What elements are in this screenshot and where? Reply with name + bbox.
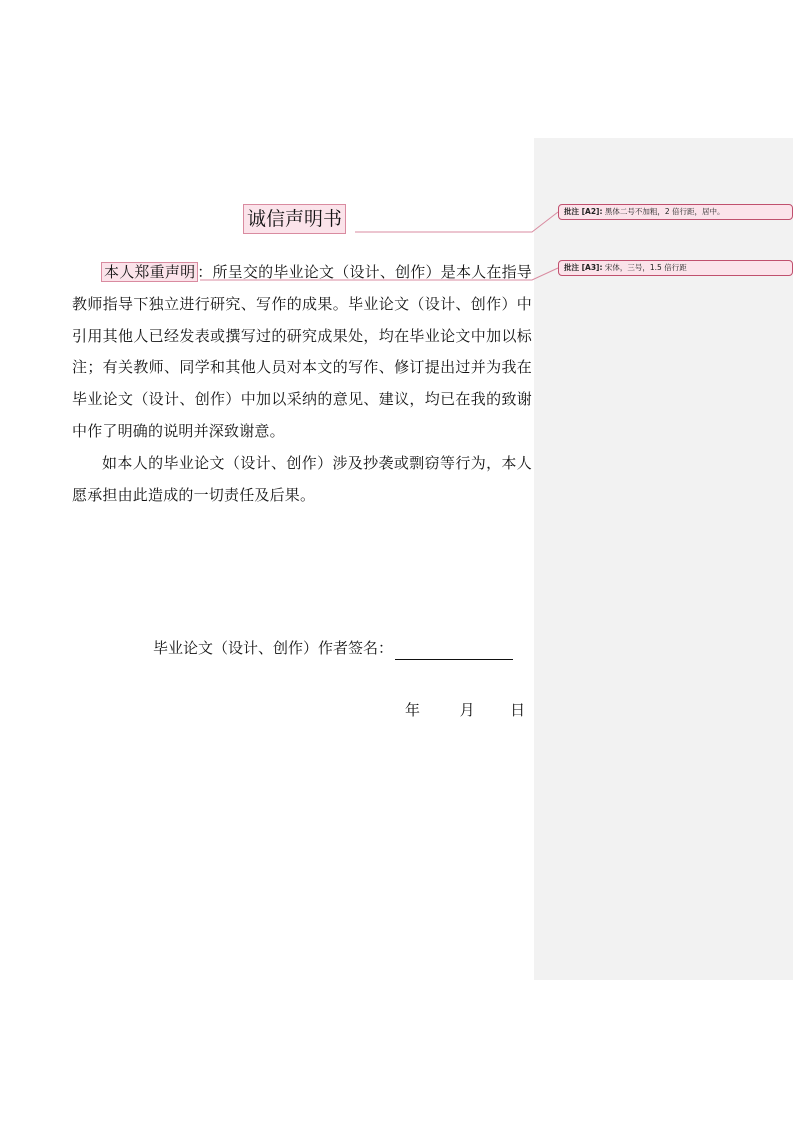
comment-a3[interactable]	[558, 260, 793, 276]
comment-a2[interactable]	[558, 204, 793, 220]
date-row	[405, 698, 525, 722]
date-day-label: 日	[510, 701, 526, 719]
comment-a2-text: 黑体二号不加粗，2 倍行距，居中。	[604, 207, 725, 216]
signature-line[interactable]	[395, 641, 513, 660]
liability-paragraph: 如本人的毕业论文（设计、创作）涉及抄袭或剽窃等行为，本人愿承担由此造成的一切责任及后果。	[72, 453, 532, 504]
signature-label: 毕业论文（设计、创作）作者签名：	[153, 639, 394, 657]
declaration-body	[72, 257, 532, 511]
page-title: 诚信声明书	[243, 204, 346, 234]
comment-a2-label: 批注 [A2]:	[564, 207, 603, 216]
signature-row	[153, 636, 513, 660]
date-month-label: 月	[459, 701, 475, 719]
declaration-text: ：所呈交的毕业论文（设计、创作）是本人在指导教师指导下独立进行研究、写作的成果。毕业论文（设计、创作）中引用其他人已经发表或撰写过的研究成果处，均在毕业论文中加以标注；有关教师、同学和其他人员对本文的写作、修订提出过并为我在毕业论文（设计、创作）中加以采纳的意见、建议，均已在我的致谢中作了明确的说明并深致谢意。	[72, 263, 533, 440]
connector-a2	[355, 212, 558, 232]
date-year-label: 年	[405, 701, 421, 719]
declaration-paragraph	[72, 257, 532, 448]
declaration-lead-highlight: 本人郑重声明	[104, 263, 196, 281]
comment-a3-label: 批注 [A3]:	[564, 263, 603, 272]
comment-a3-text: 宋体，三号，1.5 倍行距	[604, 263, 687, 272]
